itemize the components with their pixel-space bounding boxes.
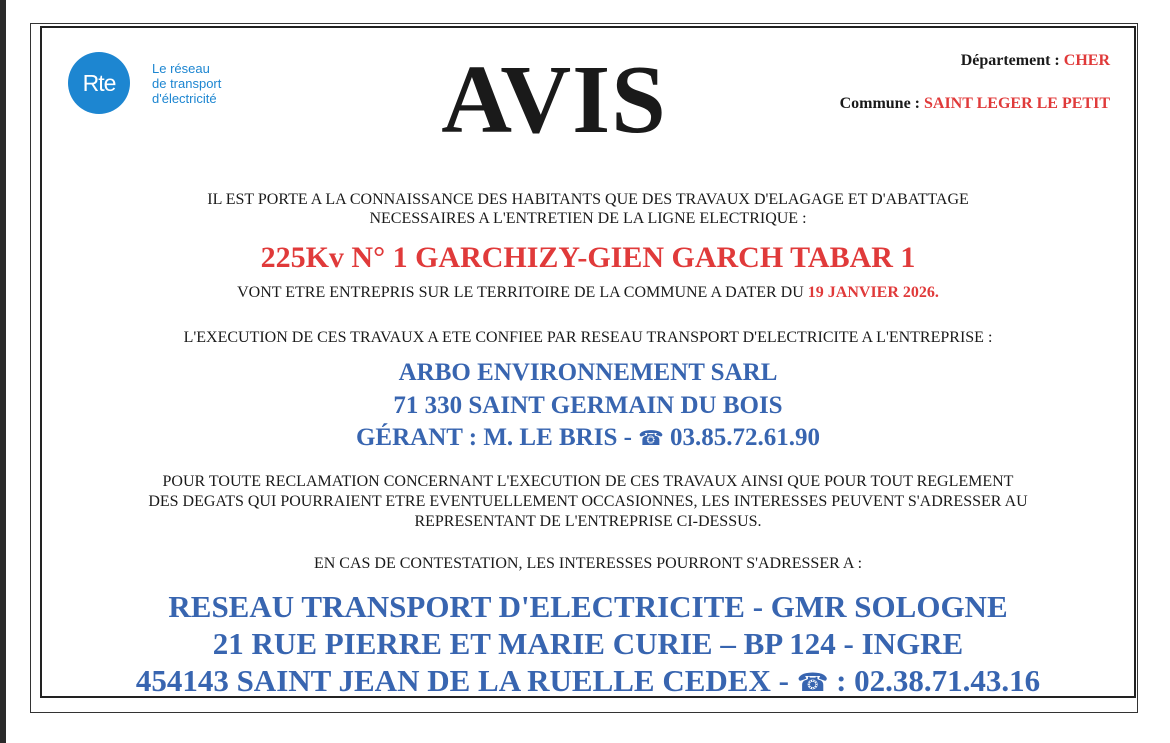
page-title: AVIS	[441, 46, 667, 154]
start-text: VONT ETRE ENTREPRIS SUR LE TERRITOIRE DE LA COMMUNE A DATER DU	[237, 284, 808, 301]
intro-line-1: IL EST PORTE A LA CONNAISSANCE DES HABITANTS QUE DES TRAVAUX D'ELAGAGE ET D'ABATTAGE	[207, 191, 969, 208]
claim-line-3: REPRESENTANT DE L'ENTREPRISE CI-DESSUS.	[414, 513, 762, 530]
start-date: 19 JANVIER 2026.	[807, 284, 939, 301]
commune-label: Commune :	[839, 95, 924, 112]
start-date-line	[40, 284, 1136, 302]
rte-city: 454143 SAINT JEAN DE LA RUELLE CEDEX -	[135, 663, 797, 698]
logo-line-2: de transport	[152, 75, 222, 91]
phone-icon: ☎	[638, 426, 664, 450]
commune	[840, 95, 1110, 113]
execution-line: L'EXECUTION DE CES TRAVAUX A ETE CONFIEE PAR RESEAU TRANSPORT D'ELECTRICITE A L'ENTREPRISE :	[183, 329, 993, 346]
logo-line-3: d'électricité	[152, 90, 217, 106]
company-manager: GÉRANT : M. LE BRIS -	[355, 424, 639, 451]
intro-line-2: NECESSAIRES A L'ENTRETIEN DE LA LIGNE ELECTRIQUE :	[369, 210, 807, 227]
company-name: ARBO ENVIRONNEMENT SARL	[398, 359, 778, 386]
claim-line-1: POUR TOUTE RECLAMATION CONCERNANT L'EXECUTION DE CES TRAVAUX AINSI QUE POUR TOUT REGLEMENT	[162, 473, 1014, 490]
departement-value: CHER	[1063, 52, 1110, 69]
rte-phone: : 02.38.71.43.16	[836, 663, 1041, 698]
line-name: 225Kv N° 1 GARCHIZY-GIEN GARCH TABAR 1	[260, 241, 916, 274]
rte-name: RESEAU TRANSPORT D'ELECTRICITE - GMR SOLOGNE	[168, 589, 1008, 624]
company-manager-line	[40, 424, 1136, 452]
scan-edge	[0, 0, 6, 743]
contest-line: EN CAS DE CONTESTATION, LES INTERESSES POURRONT S'ADRESSER A :	[313, 555, 863, 572]
rte-logo	[68, 52, 221, 114]
rte-city-line	[40, 663, 1136, 699]
rte-logo-text	[152, 61, 221, 106]
commune-value: SAINT LEGER LE PETIT	[924, 95, 1110, 112]
logo-line-1: Le réseau	[152, 60, 210, 76]
rte-logo-mark: Rte	[68, 52, 130, 114]
departement	[961, 52, 1110, 70]
claim-line-2: DES DEGATS QUI POURRAIENT ETRE EVENTUELLEMENT OCCASIONNES, LES INTERESSES PEUVENT S'ADRESSER AU	[148, 493, 1028, 510]
rte-address: 21 RUE PIERRE ET MARIE CURIE – BP 124 - INGRE	[212, 626, 964, 661]
company-address: 71 330 SAINT GERMAIN DU BOIS	[393, 392, 783, 419]
phone-icon: ☎	[796, 667, 829, 697]
departement-label: Département :	[960, 52, 1064, 69]
company-phone: 03.85.72.61.90	[670, 424, 820, 451]
